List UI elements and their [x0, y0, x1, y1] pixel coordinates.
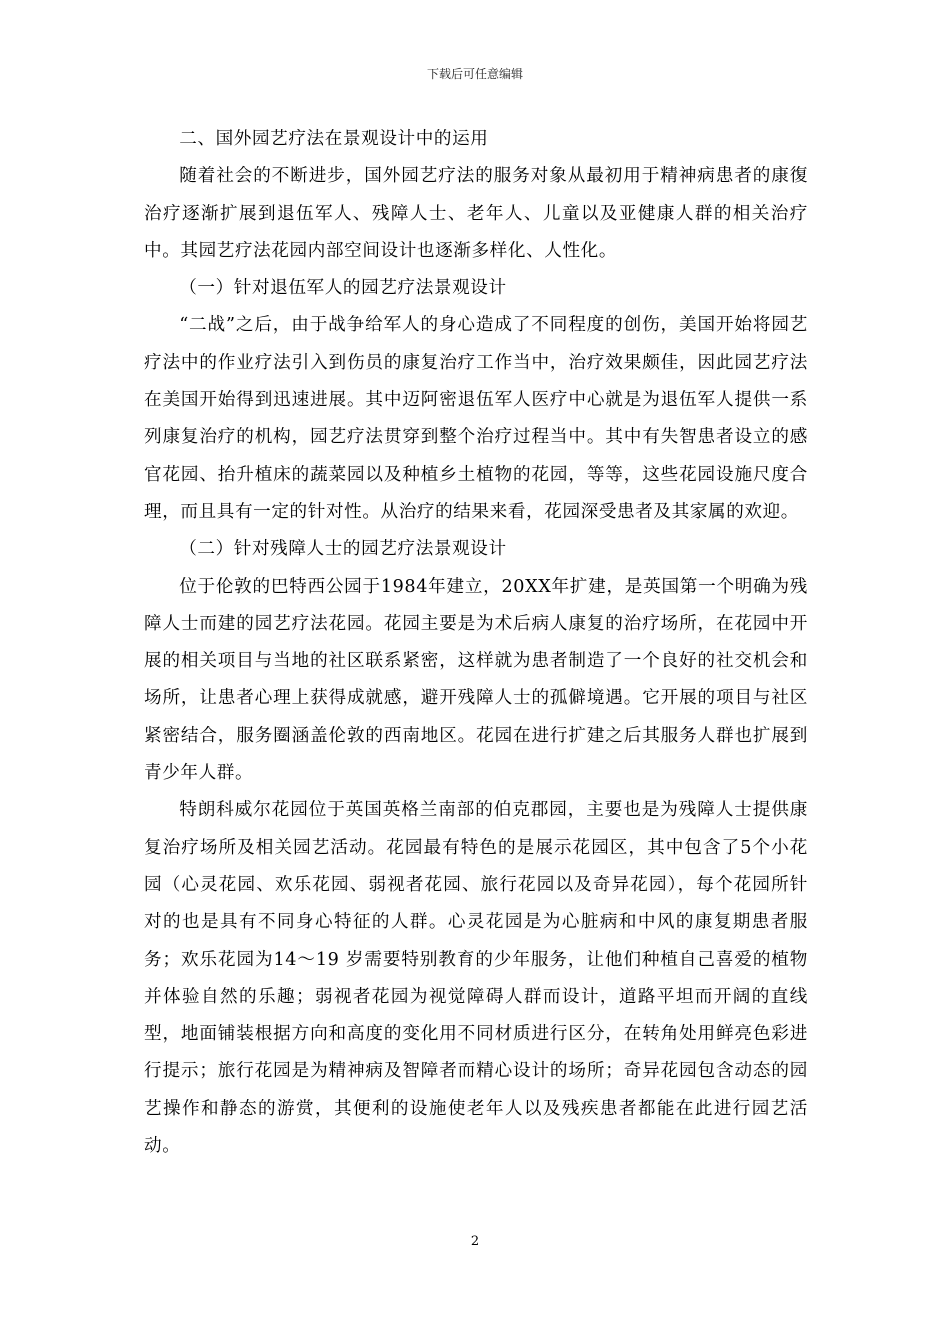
page-number: 2 — [470, 1234, 480, 1249]
subsection-heading-veterans: （一）针对退伍军人的园艺疗法景观设计 — [179, 278, 507, 299]
paragraph-trunkwell-garden: 特朗科威尔花园位于英国英格兰南部的伯克郡园，主要也是为残障人士提供康复治疗场所及相关园艺活动。花园最有特色的是展示花园区，其中包含了5个小花园（心灵花园、欢乐花园、弱视者花园、旅行花园以及奇异花园），每个花园所针对的也是具有不同身心特征的人群。心灵花园是为心脏病和中风的康复期患者服务；欢乐花园为14～19 岁需要特别教育的少年服务，让他们种植自己喜爱的植物并体验自然的乐趣；弱视者花园为视觉障碍人群而设计，道路平坦而开阔的直线型，地面铺装根据方向和高度的变化用不同材质进行区分，在转角处用鲜亮色彩进行提示；旅行花园是为精神病及智障者而精心设计的场所；奇异花园包含动态的园艺操作和静态的游赏，其便利的设施使老年人以及残疾患者都能在此进行园艺活动。 — [144, 800, 808, 1157]
page-header-note: 下载后可任意编辑 — [426, 67, 523, 81]
subsection-heading-disabled: （二）针对残障人士的园艺疗法景观设计 — [179, 539, 507, 560]
paragraph-intro: 随着社会的不断进步，国外园艺疗法的服务对象从最初用于精神病患者的康復治疗逐渐扩展到退伍军人、残障人士、老年人、儿童以及亚健康人群的相关治疗中。其园艺疗法花园内部空间设计也逐渐多样化、人性化。 — [144, 166, 808, 261]
paragraph-battersea-park: 位于伦敦的巴特西公园于1984年建立，20XX年扩建，是英国第一个明确为残障人士而建的园艺疗法花园。花园主要是为术后病人康复的治疗场所，在花园中开展的相关项目与当地的社区联系紧密，这样就为患者制造了一个良好的社交机会和场所，让患者心理上获得成就感，避开残障人士的孤僻境遇。它开展的项目与社区紧密结合，服务圈涵盖伦敦的西南地区。花园在进行扩建之后其服务人群也扩展到青少年人群。 — [144, 576, 808, 784]
document-body — [144, 121, 808, 1165]
paragraph-veterans: “二战”之后，由于战争给军人的身心造成了不同程度的创伤，美国开始将园艺疗法中的作业疗法引入到伤员的康复治疗工作当中，治疗效果颇佳，因此园艺疗法在美国开始得到迅速进展。其中迈阿密退伍军人医疗中心就是为退伍军人提供一系列康复治疗的机构，园艺疗法贯穿到整个治疗过程当中。其中有失智患者设立的感官花园、抬升植床的蔬菜园以及种植乡土植物的花园，等等，这些花园设施尺度合理，而且具有一定的针对性。从治疗的结果来看，花园深受患者及其家属的欢迎。 — [144, 315, 808, 522]
section-heading: 二、国外园艺疗法在景观设计中的运用 — [179, 129, 489, 149]
